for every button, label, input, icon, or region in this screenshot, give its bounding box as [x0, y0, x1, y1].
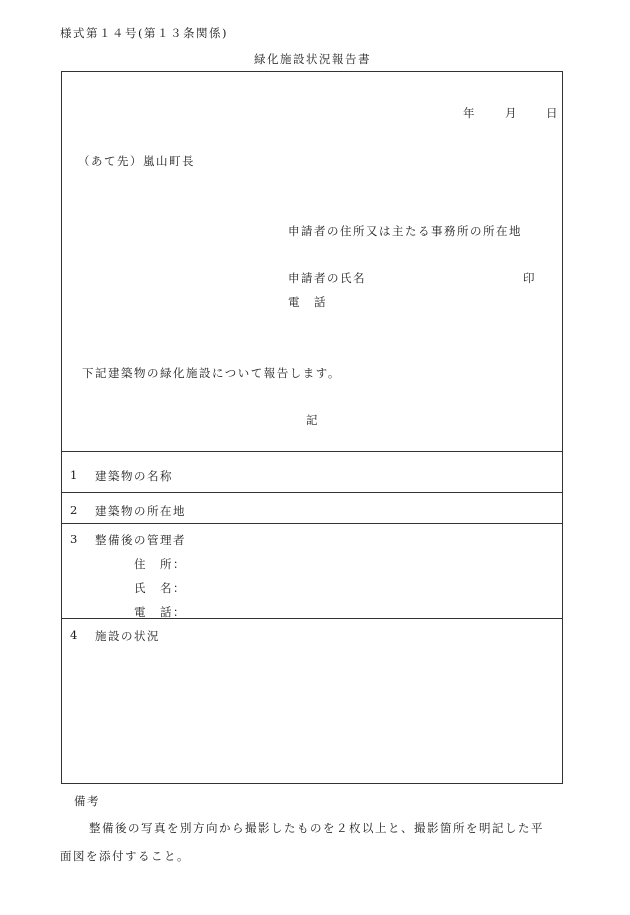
item4-number: 4 [70, 628, 78, 642]
document-title: 緑化施設状況報告書 [254, 52, 371, 66]
applicant-address-label: 申請者の住所又は主たる事務所の所在地 [288, 224, 522, 238]
date-month-label: 月 [505, 106, 517, 120]
item1-label: 建築物の名称 [95, 469, 173, 483]
item3-label: 整備後の管理者 [95, 533, 186, 547]
manager-name-label: 氏 名： [134, 581, 186, 595]
seal-mark: 印 [523, 271, 535, 285]
divider [62, 618, 562, 619]
addressee: （あて先）嵐山町長 [78, 154, 195, 168]
manager-phone-label: 電 話： [134, 605, 186, 619]
divider [62, 492, 562, 493]
item4-label: 施設の状況 [95, 629, 160, 643]
form-number: 様式第１４号(第１３条関係) [60, 26, 228, 40]
divider [62, 451, 562, 452]
manager-address-label: 住 所： [134, 557, 186, 571]
report-statement: 下記建築物の緑化施設について報告します。 [82, 366, 341, 380]
remarks-line-1: 整備後の写真を別方向から撮影したものを２枚以上と、撮影箇所を明記した平 [89, 821, 544, 835]
report-form [61, 71, 563, 784]
ki-heading: 記 [306, 413, 318, 427]
applicant-phone-label: 電 話 [288, 295, 327, 309]
item1-number: 1 [70, 468, 78, 482]
item2-label: 建築物の所在地 [95, 504, 186, 518]
date-day-label: 日 [546, 106, 558, 120]
item3-number: 3 [70, 532, 78, 546]
remarks-line-2: 面図を添付すること。 [60, 849, 190, 863]
date-year-label: 年 [463, 106, 475, 120]
applicant-name-label: 申請者の氏名 [288, 271, 366, 285]
divider [62, 523, 562, 524]
item2-number: 2 [70, 503, 78, 517]
remarks-heading: 備考 [74, 794, 100, 808]
